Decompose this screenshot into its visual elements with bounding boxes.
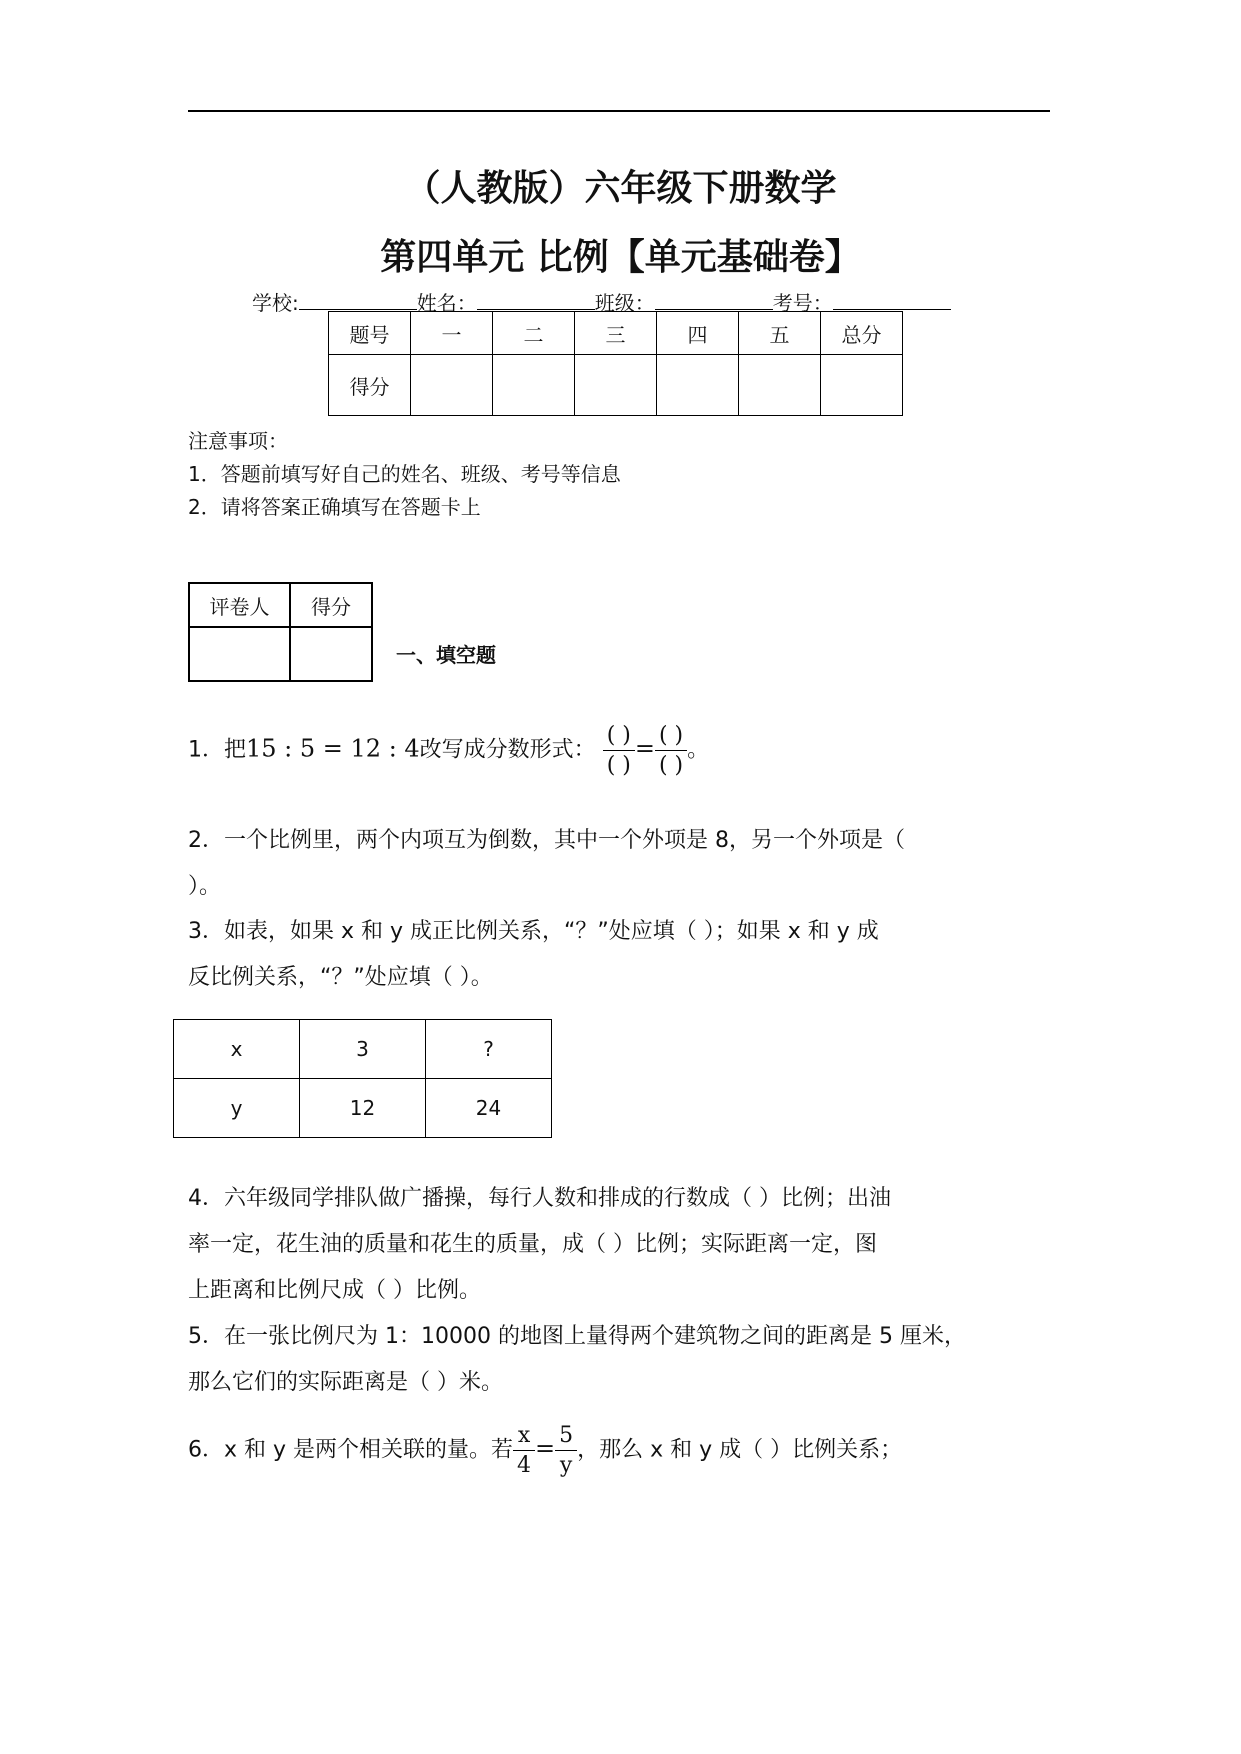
section-heading: 一、填空题	[396, 643, 496, 667]
q6-suffix: ，那么 x 和 y 成（ ）比例关系；	[577, 1437, 903, 1463]
score-header-cell: 五	[739, 312, 821, 355]
score-header-cell: 总分	[821, 312, 903, 355]
grader-label: 评卷人	[189, 583, 290, 627]
school-blank[interactable]	[299, 291, 417, 310]
score-header-cell: 三	[575, 312, 657, 355]
q6-numerator: x	[513, 1423, 535, 1451]
q1-ratio: 15 : 5 = 12 : 4	[246, 734, 420, 763]
score-table-row	[329, 355, 903, 416]
score-cell[interactable]	[821, 355, 903, 416]
score-header-cell: 二	[493, 312, 575, 355]
q6-fraction-left	[513, 1423, 535, 1478]
grader-table	[188, 582, 373, 682]
q6-numerator: 5	[555, 1423, 577, 1451]
q1-fraction-right[interactable]	[655, 723, 687, 778]
header-rule	[188, 110, 1050, 112]
xy-cell: 12	[300, 1079, 426, 1138]
page-subtitle: 第四单元 比例【单元基础卷】	[380, 237, 861, 278]
q6-denominator: y	[559, 1453, 573, 1478]
score-cell[interactable]	[411, 355, 493, 416]
school-label: 学校:	[252, 291, 299, 315]
q1-blank: ( )	[655, 723, 687, 751]
question-5-line: 5．在一张比例尺为 1：10000 的地图上量得两个建筑物之间的距离是 5 厘米，	[188, 1324, 966, 1349]
score-header-cell: 题号	[329, 312, 411, 355]
question-2-line: ）。	[188, 874, 222, 899]
exam-no-label: 考号：	[772, 291, 833, 315]
question-1	[188, 723, 709, 778]
xy-cell: 24	[426, 1079, 552, 1138]
score-cell[interactable]	[493, 355, 575, 416]
score-row-label: 得分	[329, 355, 411, 416]
q6-fraction-right	[555, 1423, 577, 1478]
grader-score-label: 得分	[290, 583, 372, 627]
xy-cell: x	[174, 1020, 300, 1079]
question-4-line: 上距离和比例尺成（ ）比例。	[188, 1278, 481, 1303]
score-cell[interactable]	[739, 355, 821, 416]
q1-suffix: 。	[687, 737, 710, 763]
question-4-line: 4．六年级同学排队做广播操，每行人数和排成的行数成（ ）比例；出油	[188, 1186, 891, 1211]
q1-equals: =	[634, 734, 655, 763]
xy-table-row	[174, 1079, 552, 1138]
note-item: 2．请将答案正确填写在答题卡上	[188, 495, 481, 519]
q1-blank: ( )	[603, 723, 635, 751]
name-blank[interactable]	[477, 291, 595, 310]
grader-row	[189, 627, 372, 681]
class-blank[interactable]	[655, 291, 773, 310]
xy-table-row	[174, 1020, 552, 1079]
q1-fraction-left[interactable]	[603, 723, 635, 778]
xy-table	[173, 1019, 552, 1138]
grader-header-row	[189, 583, 372, 627]
score-header-cell: 一	[411, 312, 493, 355]
question-4-line: 率一定，花生油的质量和花生的质量，成（ ）比例；实际距离一定，图	[188, 1232, 877, 1257]
question-2-line: 2．一个比例里，两个内项互为倒数，其中一个外项是 8，另一个外项是（	[188, 828, 905, 853]
note-item: 1．答题前填写好自己的姓名、班级、考号等信息	[188, 462, 621, 486]
q1-middle: 改写成分数形式：	[419, 737, 596, 763]
score-cell[interactable]	[657, 355, 739, 416]
xy-cell: 3	[300, 1020, 426, 1079]
class-label: 班级：	[594, 291, 655, 315]
question-3-line: 3．如表，如果 x 和 y 成正比例关系，“？”处应填（ ）；如果 x 和 y 成	[188, 919, 879, 944]
page-title: （人教版）六年级下册数学	[404, 168, 837, 209]
question-6	[188, 1423, 902, 1478]
question-3-line: 反比例关系，“？”处应填（ ）。	[188, 965, 493, 990]
notes-title: 注意事项：	[188, 429, 288, 453]
exam-no-blank[interactable]	[833, 291, 951, 310]
q1-blank: ( )	[606, 753, 631, 778]
grader-cell[interactable]	[189, 627, 290, 681]
q1-blank: ( )	[658, 753, 684, 778]
question-5-line: 那么它们的实际距离是（ ）米。	[188, 1370, 503, 1395]
score-table	[328, 311, 903, 416]
score-cell[interactable]	[575, 355, 657, 416]
name-label: 姓名：	[416, 291, 477, 315]
score-table-header-row	[329, 312, 903, 355]
score-header-cell: 四	[657, 312, 739, 355]
q6-denominator: 4	[517, 1453, 532, 1478]
q1-prefix: 1．把	[188, 737, 246, 763]
q6-prefix: 6．x 和 y 是两个相关联的量。若	[188, 1437, 514, 1463]
q6-equals: =	[535, 1434, 556, 1463]
grader-score-cell[interactable]	[290, 627, 372, 681]
xy-cell: ?	[426, 1020, 552, 1079]
xy-cell: y	[174, 1079, 300, 1138]
